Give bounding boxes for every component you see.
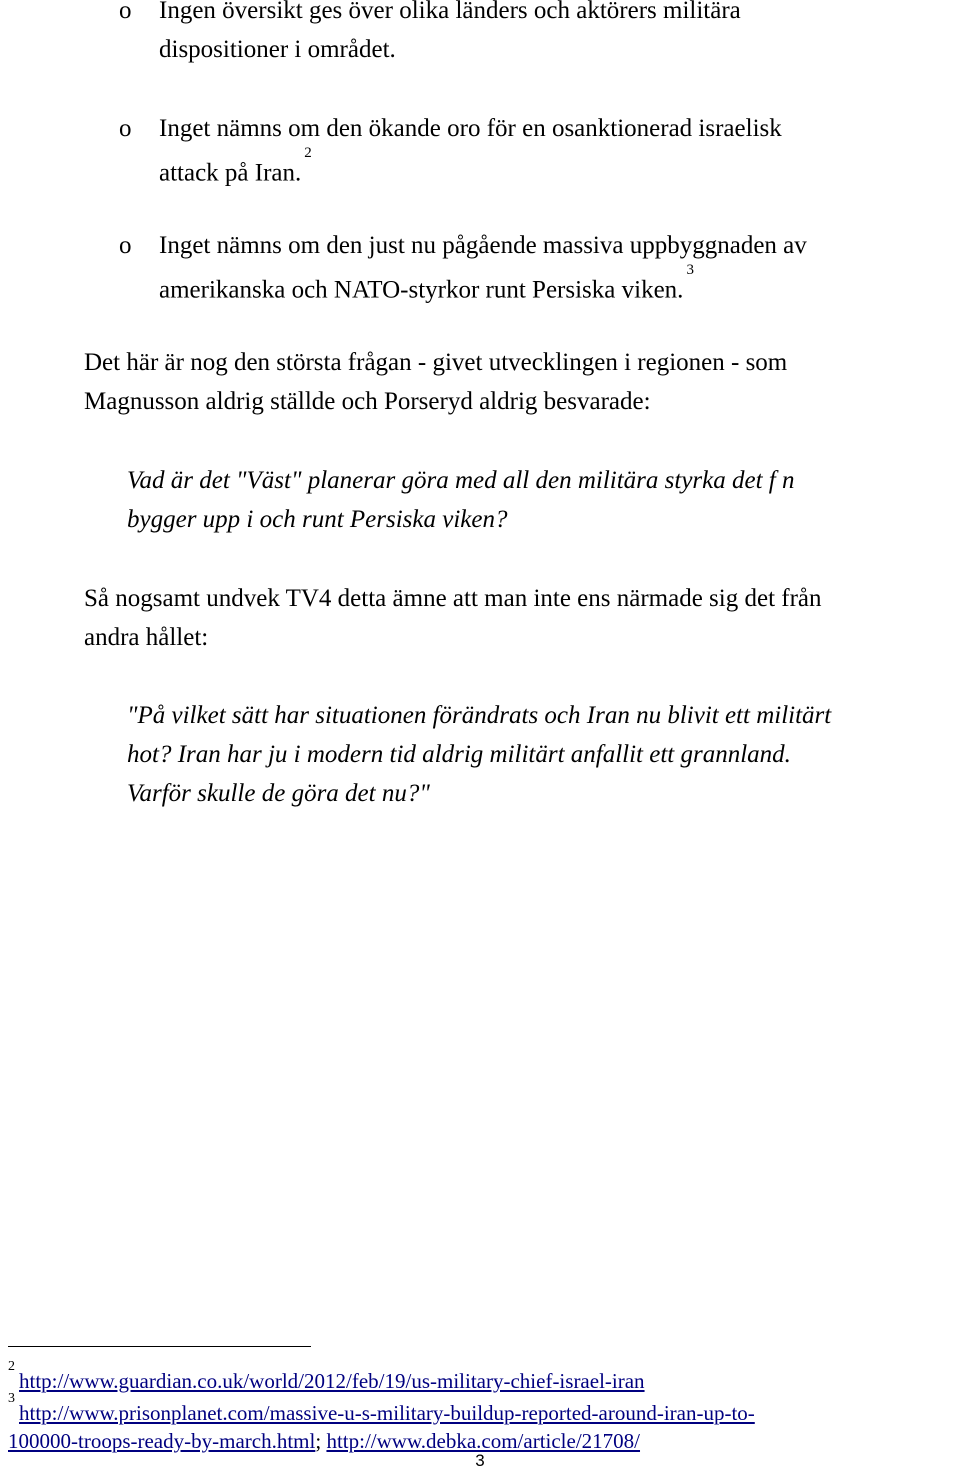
footnote-3 [8,1391,953,1427]
footnote-number: 2 [8,1359,15,1374]
bullet-marker: o [119,0,132,24]
footnote-2 [8,1359,953,1395]
quote-line: Varför skulle de göra det nu?" [127,780,430,807]
footnote-link-prisonplanet-continued[interactable]: 100000-troops-ready-by-march.html [8,1429,316,1453]
footnote-link-prisonplanet[interactable]: http://www.prisonplanet.com/massive-u-s-military-buildup-reported-around-iran-up-to- [19,1401,755,1425]
body-paragraph-1 [84,343,954,421]
bullet-text [159,226,949,309]
footnote-reference[interactable]: 3 [686,262,694,278]
footnotes [8,1359,953,1455]
footnote-separator-text: ; [315,1429,327,1453]
footnote-reference[interactable]: 2 [304,145,312,161]
bullet-line: dispositioner i området. [159,36,396,63]
footnote-link-debka[interactable]: http://www.debka.com/article/21708/ [326,1429,641,1453]
quoted-question-1 [127,461,957,539]
quote-line: hot? Iran har ju i modern tid aldrig militärt anfallit ett grannland. [127,741,791,768]
bullet-line-text: attack på Iran. [159,159,302,187]
paragraph-line: andra hållet: [84,624,209,651]
quoted-question-2 [127,696,957,813]
page-number: 3 [475,1451,485,1470]
bullet-marker: o [119,232,132,259]
quote-line: Vad är det "Väst" planerar göra med all den militära styrka det f n [127,467,795,494]
bullet-text [159,0,949,69]
footnote-separator [8,1346,311,1347]
footnote-number: 3 [8,1391,15,1406]
bullet-marker: o [119,115,132,142]
paragraph-line: Magnusson aldrig ställde och Porseryd aldrig besvarade: [84,388,651,415]
bullet-line: Inget nämns om den just nu pågående massiva uppbyggnaden av [159,232,807,259]
paragraph-line: Det här är nog den största frågan - givet utvecklingen i regionen - som [84,349,788,376]
bullet-line [159,145,949,192]
bullet-line [159,262,949,309]
body-paragraph-2 [84,579,954,657]
quote-line: "På vilket sätt har situationen förändrats och Iran nu blivit ett militärt [127,702,832,729]
footnote-link-guardian[interactable]: http://www.guardian.co.uk/world/2012/feb/19/us-military-chief-israel-iran [19,1369,645,1393]
bullet-line: Ingen översikt ges över olika länders och aktörers militära [159,0,741,24]
bullet-line-text: amerikanska och NATO-styrkor runt Persiska viken. [159,276,684,304]
quote-line: bygger upp i och runt Persiska viken? [127,506,508,533]
paragraph-line: Så nogsamt undvek TV4 detta ämne att man inte ens närmade sig det från [84,585,822,612]
bullet-text [159,109,949,192]
bullet-line: Inget nämns om den ökande oro för en osanktionerad israelisk [159,115,782,142]
